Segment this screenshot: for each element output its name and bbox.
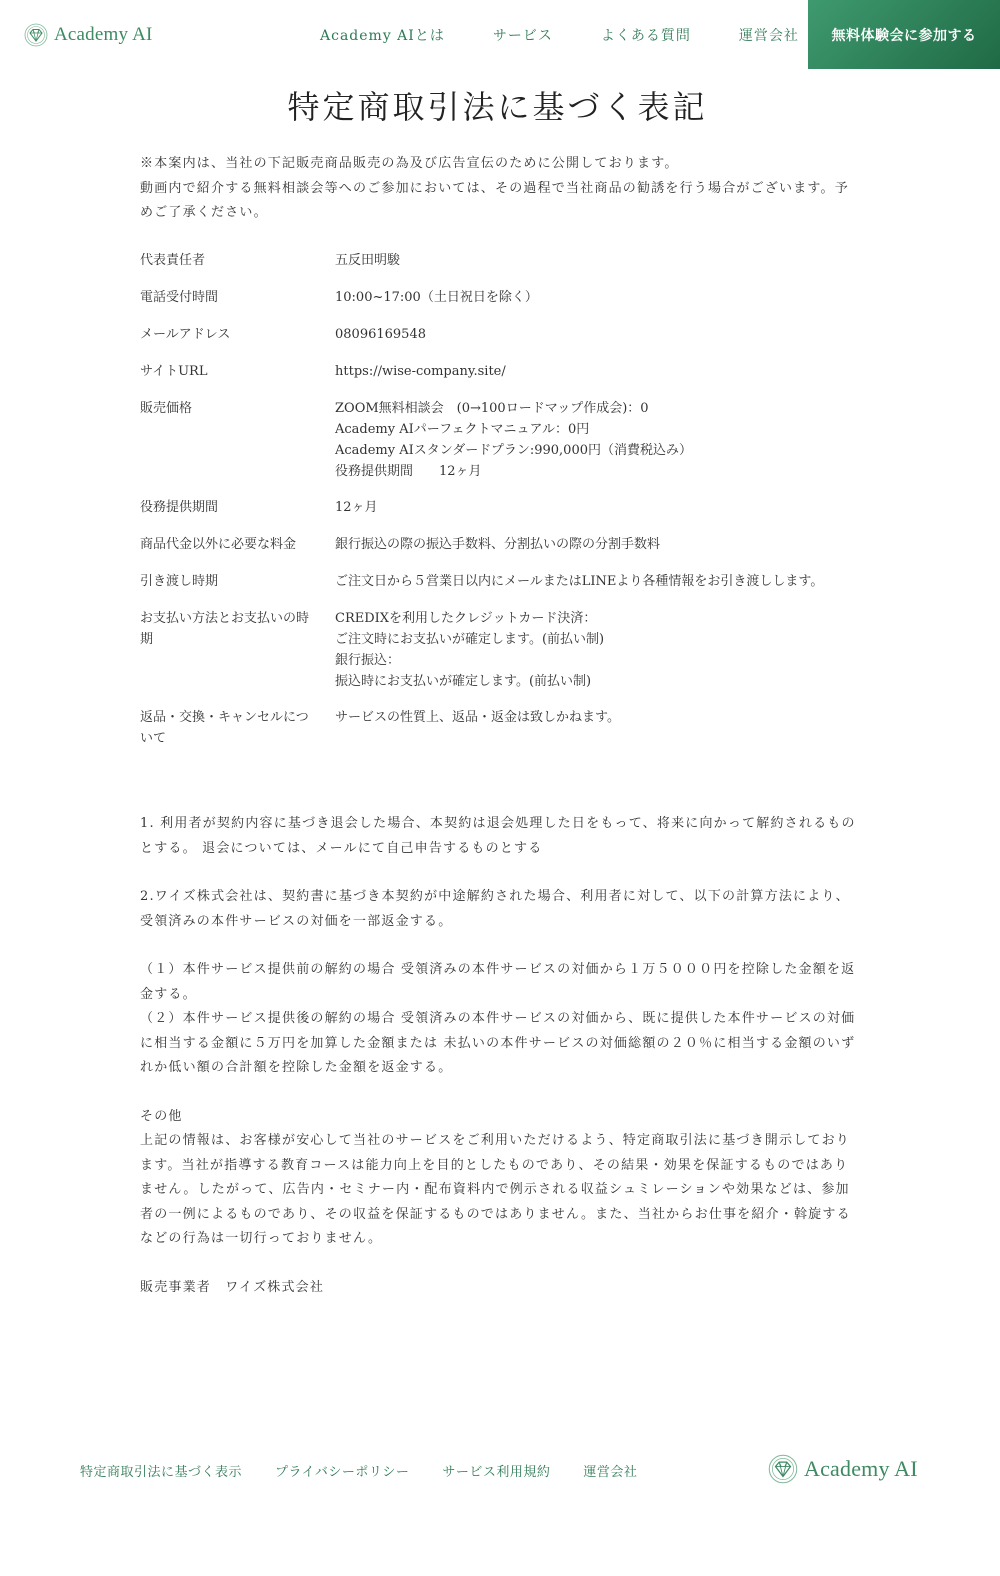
- row-label: メールアドレス: [140, 327, 231, 342]
- logo-text: Academy AI: [804, 1456, 918, 1481]
- row-value: [335, 534, 860, 571]
- nav-item-about[interactable]: Academy AIとは: [320, 27, 445, 44]
- intro-line: ※本案内は、当社の下記販売商品販売の為及び広告宣伝のために公開しております。: [140, 156, 679, 171]
- cancellation-terms: [140, 812, 858, 1300]
- terms-paragraph: 上記の情報は、お客様が安心して当社のサービスをご利用いただけるよう、特定商取引法に基づき開示しております。当社が指導する教育コースは能力向上を目的としたものであり、その結果・効果を保証するものではありません。したがって、広告内・セミナー内・配布資料内で例示される収益シュミレーションや効果などは、参加者の一例によるものであり、その収益を保証するものではありません。また、当社からお仕事を紹介・斡旋するなどの行為は一切行っておりません。: [140, 1133, 851, 1246]
- diamond-logo-icon: [24, 23, 48, 47]
- value-line: サービスの性質上、返品・返金は致しかねます。: [335, 710, 620, 725]
- value-line: 08096169548: [335, 327, 426, 342]
- table-row: [140, 534, 860, 571]
- nav-item-faq[interactable]: よくある質問: [600, 27, 691, 44]
- value-line: 銀行振込：: [335, 653, 401, 668]
- row-value: [335, 287, 860, 324]
- terms-paragraph: （２）本件サービス提供後の解約の場合 受領済みの本件サービスの対価から、既に提供した本件サービスの対価に相当する金額に５万円を加算した金額または 未払いの本件サービスの対価総額の２０％に相当する金額のいずれか低い額の合計額を控除した金額を返金する。: [140, 1011, 856, 1075]
- row-label: 商品代金以外に必要な料金: [140, 537, 297, 552]
- row-label: 引き渡し時期: [140, 574, 219, 589]
- row-label: お支払い方法とお支払いの時期: [140, 611, 310, 647]
- table-row: [140, 324, 860, 361]
- table-row: [140, 287, 860, 324]
- value-line: Academy AIパーフェクトマニュアル：0円: [335, 422, 590, 437]
- footer-link-terms[interactable]: サービス利用規約: [442, 1465, 551, 1480]
- other-heading: その他: [140, 1108, 183, 1124]
- diamond-logo-icon: [768, 1454, 798, 1484]
- value-line: 10:00~17:00（土日祝日を除く）: [335, 290, 538, 305]
- footer-link-tokushoho[interactable]: 特定商取引法に基づく表示: [80, 1465, 243, 1480]
- value-line: ご注文時にお支払いが確定します。(前払い制): [335, 632, 605, 647]
- value-line: 銀行振込の際の振込手数料、分割払いの際の分割手数料: [335, 537, 661, 552]
- intro-line: 動画内で紹介する無料相談会等へのご参加においては、その過程で当社商品の勧誘を行う場合がございます。予めご了承ください。: [140, 180, 849, 220]
- table-row: [140, 707, 860, 752]
- row-value: [335, 324, 860, 361]
- main-nav: [320, 0, 799, 69]
- value-line: 五反田明駿: [335, 253, 401, 268]
- row-label: サイトURL: [140, 364, 208, 379]
- value-line: ZOOM無料相談会 (0→100ロードマップ作成会)：0: [335, 401, 649, 416]
- row-value: [335, 398, 860, 497]
- footer-link-company[interactable]: 運営会社: [583, 1465, 638, 1480]
- free-trial-button[interactable]: 無料体験会に参加する: [808, 0, 1000, 69]
- row-label: 返品・交換・キャンセルについて: [140, 710, 309, 746]
- logo-text: Academy AI: [54, 24, 153, 45]
- row-value: [335, 571, 860, 608]
- value-line: CREDIXを利用したクレジットカード決済：: [335, 611, 597, 626]
- footer-logo[interactable]: [768, 1456, 918, 1482]
- page-title: 特定商取引法に基づく表記: [287, 88, 708, 126]
- footer-link-privacy[interactable]: プライバシーポリシー: [275, 1465, 410, 1480]
- value-line: Academy AIスタンダードプラン:990,000円（消費税込み）: [335, 443, 692, 458]
- row-label: 電話受付時間: [140, 290, 219, 305]
- row-value: [335, 361, 860, 398]
- site-footer: [0, 1448, 1000, 1498]
- value-line: 振込時にお支払いが確定します。(前払い制): [335, 674, 592, 689]
- table-row: [140, 361, 860, 398]
- value-line: ご注文日から５営業日以内にメールまたはLINEより各種情報をお引き渡しします。: [335, 574, 824, 589]
- terms-paragraph: （１）本件サービス提供前の解約の場合 受領済みの本件サービスの対価から１万５０００円を控除した金額を返金する。: [140, 962, 856, 1002]
- nav-item-company[interactable]: 運営会社: [738, 27, 799, 44]
- table-row: [140, 608, 860, 707]
- table-row: [140, 250, 860, 287]
- info-table: [140, 250, 860, 752]
- row-value: [335, 250, 860, 287]
- table-row: [140, 571, 860, 608]
- value-line: 12ヶ月: [335, 500, 378, 515]
- table-row: [140, 398, 860, 497]
- row-value: [335, 707, 860, 752]
- row-value: [335, 608, 860, 707]
- site-logo[interactable]: [24, 22, 153, 48]
- nav-item-services[interactable]: サービス: [492, 27, 553, 44]
- row-label: 役務提供期間: [140, 500, 219, 515]
- table-row: [140, 497, 860, 534]
- terms-paragraph: 2.ワイズ株式会社は、契約書に基づき本契約が中途解約された場合、利用者に対して、以下の計算方法により、 受領済みの本件サービスの対価を一部返金する。: [140, 889, 850, 929]
- row-label: 代表責任者: [140, 253, 206, 268]
- terms-paragraph: 1. 利用者が契約内容に基づき退会した場合、本契約は退会処理した日をもって、将来に向かって解約されるものとする。 退会については、メールにて自己申告するものとする: [140, 816, 856, 856]
- site-header: [0, 0, 1000, 69]
- row-label: 販売価格: [140, 401, 193, 416]
- footer-links: [80, 1461, 670, 1480]
- value-line[interactable]: https://wise-company.site/: [335, 364, 506, 379]
- intro-notice: [140, 152, 860, 226]
- row-value: [335, 497, 860, 534]
- seller-name: 販売事業者 ワイズ株式会社: [140, 1279, 325, 1295]
- value-line: 役務提供期間 12ヶ月: [335, 464, 482, 479]
